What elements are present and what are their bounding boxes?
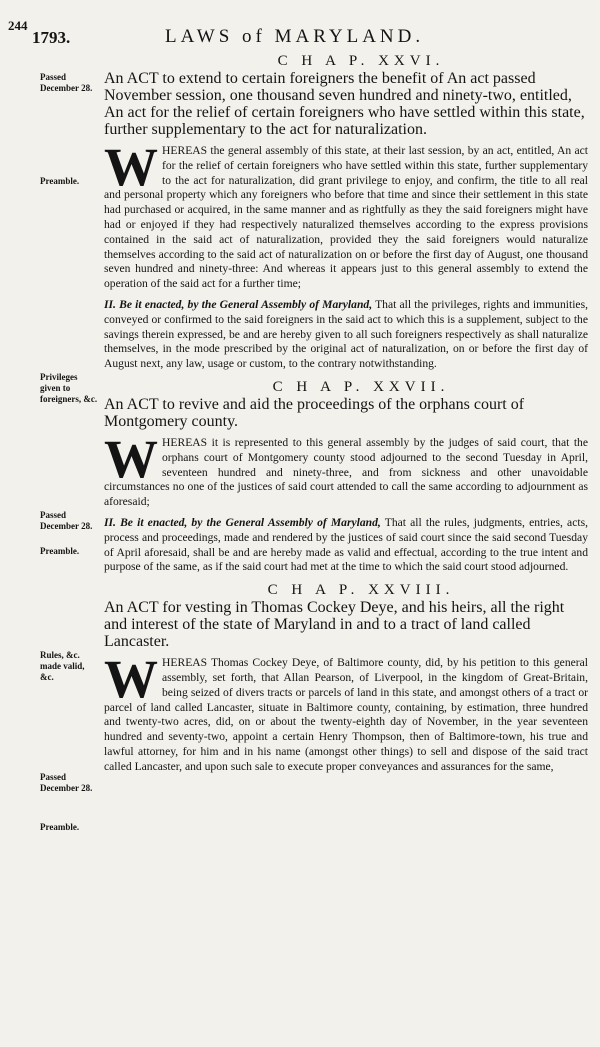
act-title-27: An ACT to revive and aid the proceedings of the orphans court of Montgomery county. [104, 395, 525, 430]
drop-cap: W [104, 649, 158, 710]
act-title-26: An ACT to extend to certain foreigners the benefit of An act passed November session, one thousand seven hundred and ninety-two, entitled, An act for the relief of certain foreigners who have settled within this state, further supplementary to the act for naturalization. [104, 70, 585, 138]
margin-note-preamble-26: Preamble. [40, 176, 80, 186]
year-label: 1793. [32, 28, 71, 47]
margin-note-privileges: Privileges given to foreigners, &c. [40, 372, 98, 404]
enacting-clause: II. Be it enacted, by the General Assembly of Maryland, [104, 297, 373, 311]
page-number: 244 [8, 18, 28, 33]
preamble-text: HEREAS the general assembly of this state, at their last session, by an act, entitled, An act for the relief of certain foreigners who have settled within this state, further supplementary to the act for naturalization, did grant privilege to enjoy, and confirm, the title to all real and personal property which any foreigners who before that time and since their settlement in this state had purchased or acquired, in the same manner and as rightfully as they the said foreigners might have had or enjoyed if they had respectively naturalized themselves according to the express provisions contained in the said act of naturalization, provided they the said foreigners would naturalize themselves according to the said act of naturalization on or before the first day of August, one thousand seven hundred and ninety-three: And whereas it appears just to this general assembly to extend the operation of the said act for a further time; [104, 144, 588, 291]
section-2-26 [104, 298, 588, 372]
margin-note-passed-26: Passed December 28. [40, 72, 93, 93]
section-text: That all the rules, judgments, entries, acts, process and proceedings, made and rendered by the justices of said court since the said second Tuesday of April aforesaid, shall be and are hereby made as valid and effectual, according to the true intent and purpose of the same, as if the said court had met at the time to which the said court stood adjourned. [104, 515, 588, 574]
preamble-27 [104, 428, 588, 510]
preamble-28 [104, 649, 588, 774]
running-title: LAWS of MARYLAND. [165, 26, 425, 47]
section-text: That all the privileges, rights and immunities, conveyed or confirmed to the said foreigners in the said act to which this is a supplement, subject to the savings therein expressed, be and are hereby given to all such foreigners respectively as shall naturalize themselves, in the mode prescribed by the original act of naturalization, on or before the first day of August next, any law, usage or custom, to the contrary notwithstanding. [104, 297, 588, 371]
main-text [104, 52, 588, 775]
margin-note-rules: Rules, &c. made valid, &c. [40, 650, 85, 682]
act-title-28: An ACT for vesting in Thomas Cockey Deye, and his heirs, all the right and interest of the state of Maryland in and to a tract of land called Lancaster. [104, 599, 565, 651]
page-header [0, 18, 600, 48]
chapter-heading-28: C H A P. XXVIII. [267, 582, 455, 599]
enacting-clause: II. Be it enacted, by the General Assembly of Maryland, [104, 515, 381, 529]
drop-cap: W [104, 428, 158, 489]
drop-cap: W [104, 137, 158, 197]
margin-note-preamble-27: Preamble. [40, 546, 80, 556]
chapter-heading-27: C H A P. XXVII. [272, 378, 450, 395]
preamble-26 [104, 137, 588, 292]
chapter-heading-26: C H A P. XXVI. [277, 53, 445, 69]
margin-note-preamble-28: Preamble. [40, 822, 80, 832]
section-2-27 [104, 516, 588, 575]
margin-note-passed-27: Passed December 28. [40, 510, 93, 531]
preamble-text: HEREAS Thomas Cockey Deye, of Baltimore county, did, by his petition to this general assembly, set forth, that Allan Pearson, of Liverpool, in the kingdom of Great-Britain, being seized of divers tracts or parcels of land in this state, and amongst others of a tract or parcel of land called Lancaster, situate in Baltimore county, containing, by estimation, three hundred and twenty-two acres, did, on or about the twenty-eighth day of November, in the year seventeen hundred and seventy-two, appoint a certain Henry Thompson, then of Baltimore-town, his true and lawful attorney, for him and in his name (amongst other things) to sell and dispose of the said tract called Lancaster, and upon such sale to execute proper conveyances and assurances for the same, [104, 656, 588, 773]
preamble-text: HEREAS it is represented to this general assembly by the judges of said court, that the orphans court of Montgomery county stood adjourned to the second Tuesday in April, seventeen hundred and ninety-three, and from sickness and other unavoidable circumstances no one of the justices of said court attended to call the same according to adjournment as aforesaid; [104, 435, 588, 509]
margin-note-passed-28: Passed December 28. [40, 772, 93, 793]
